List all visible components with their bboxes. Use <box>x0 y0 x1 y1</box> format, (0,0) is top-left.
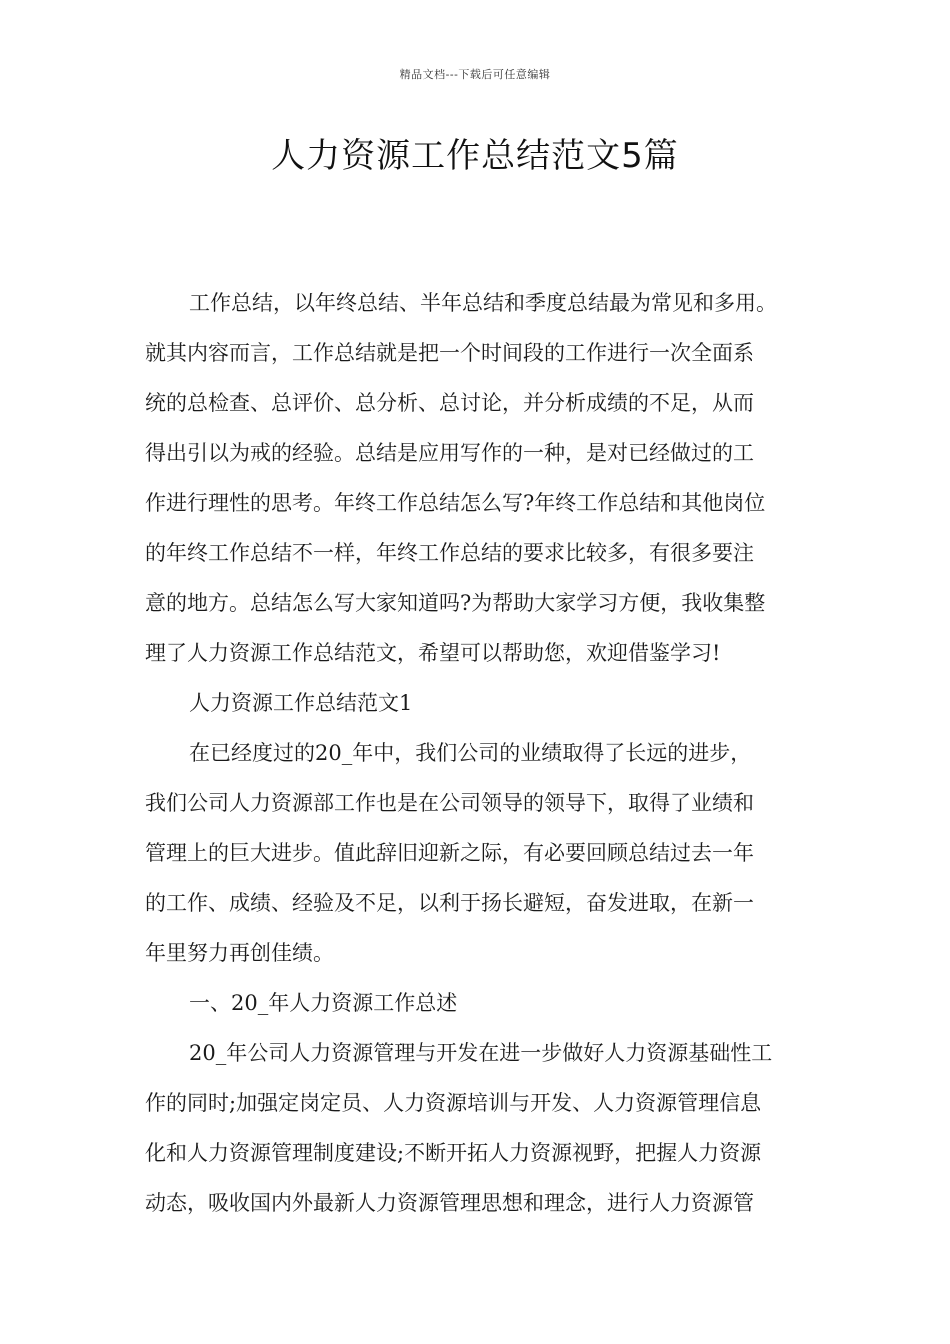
text-line: 在已经度过的20_年中，我们公司的业绩取得了长远的进步， <box>189 741 752 765</box>
text-line: 年里努力再创佳绩。 <box>145 941 334 965</box>
text-line: 作的同时;加强定岗定员、人力资源培训与开发、人力资源管理信息 <box>145 1091 762 1115</box>
text-line: 就其内容而言，工作总结就是把一个时间段的工作进行一次全面系 <box>145 341 754 365</box>
header-note: 精品文档---下载后可任意编辑 <box>399 68 551 81</box>
text-line: 得出引以为戒的经验。总结是应用写作的一种，是对已经做过的工 <box>145 441 754 465</box>
text-line: 化和人力资源管理制度建设;不断开拓人力资源视野，把握人力资源 <box>145 1141 762 1165</box>
text-line: 管理上的巨大进步。值此辞旧迎新之际，有必要回顾总结过去一年 <box>145 841 754 865</box>
text-line: 的工作、成绩、经验及不足，以利于扬长避短，奋发进取，在新一 <box>145 891 754 915</box>
text-line: 统的总检查、总评价、总分析、总讨论，并分析成绩的不足，从而 <box>145 391 754 415</box>
text-line: 20_年公司人力资源管理与开发在进一步做好人力资源基础性工 <box>189 1041 773 1065</box>
text-line: 人力资源工作总结范文1 <box>189 691 413 715</box>
text-line: 动态，吸收国内外最新人力资源管理思想和理念，进行人力资源管 <box>145 1191 754 1215</box>
text-line: 理了人力资源工作总结范文，希望可以帮助您，欢迎借鉴学习! <box>145 641 721 665</box>
document-title: 人力资源工作总结范文5篇 <box>271 136 679 176</box>
text-line: 我们公司人力资源部工作也是在公司领导的领导下，取得了业绩和 <box>145 791 754 815</box>
text-line: 的年终工作总结不一样，年终工作总结的要求比较多，有很多要注 <box>145 541 754 565</box>
text-line: 意的地方。总结怎么写大家知道吗?为帮助大家学习方便，我收集整 <box>145 591 766 615</box>
text-line: 工作总结，以年终总结、半年总结和季度总结最为常见和多用。 <box>189 291 777 315</box>
document-body <box>145 278 813 1228</box>
text-line: 作进行理性的思考。年终工作总结怎么写?年终工作总结和其他岗位 <box>145 491 766 515</box>
text-line: 一、20_年人力资源工作总述 <box>189 991 458 1015</box>
